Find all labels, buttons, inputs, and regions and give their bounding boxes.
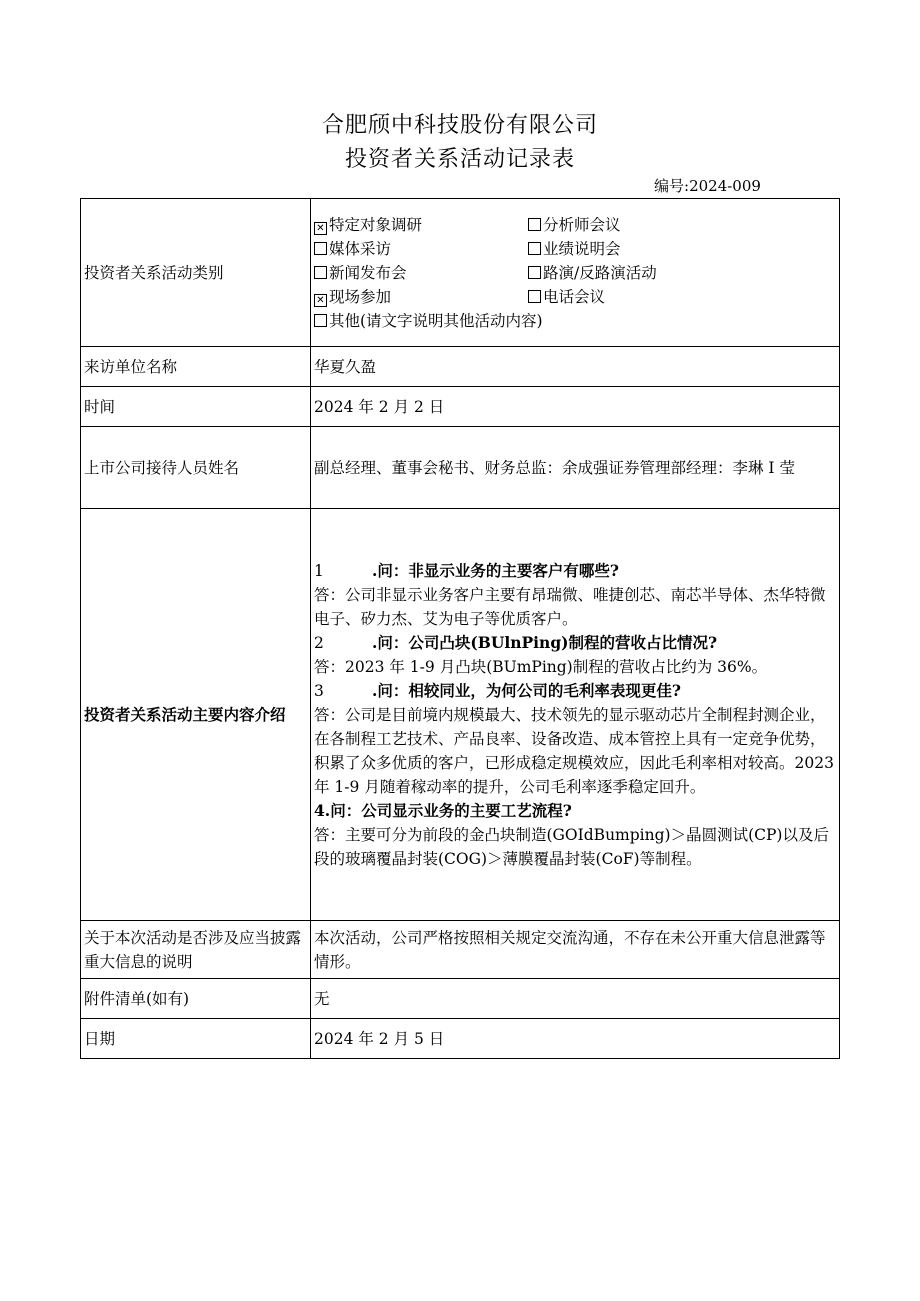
answer-2: 答：2023 年 1-9 月凸块(BUmPing)制程的营收占比约为 36%。 <box>314 657 768 676</box>
row-content <box>81 509 840 921</box>
checkbox-empty-icon[interactable] <box>528 266 541 279</box>
option-analyst-meeting[interactable]: 分析师会议 <box>528 213 836 237</box>
attachments-label: 附件清单(如有) <box>81 979 311 1019</box>
row-visitor <box>81 347 840 387</box>
question-1: 1 .问：非显示业务的主要客户有哪些? <box>314 560 619 580</box>
row-date <box>81 1019 840 1059</box>
time-value: 2024 年 2 月 2 日 <box>311 387 840 427</box>
option-other[interactable]: 其他(请文字说明其他活动内容) <box>314 309 836 333</box>
date-value: 2024 年 2 月 5 日 <box>311 1019 840 1059</box>
checkbox-checked-icon[interactable]: ✕ <box>314 222 327 235</box>
option-roadshow[interactable]: 路演/反路演活动 <box>528 261 836 285</box>
record-number-value: 2024-009 <box>689 177 761 195</box>
row-time <box>81 387 840 427</box>
option-research[interactable]: ✕ 特定对象调研 <box>314 213 528 237</box>
category-options <box>311 199 840 347</box>
row-activity-category <box>81 199 840 347</box>
row-disclosure <box>81 921 840 979</box>
time-label: 时间 <box>81 387 311 427</box>
answer-4: 答：主要可分为前段的金凸块制造(GOIdBumping)＞晶圆测试(CP)以及后段的玻璃覆晶封装(COG)＞薄膜覆晶封装(CoF)等制程。 <box>314 825 829 868</box>
disclosure-label: 关于本次活动是否涉及应当披露重大信息的说明 <box>81 921 311 979</box>
option-media-interview[interactable]: 媒体采访 <box>314 237 528 261</box>
checkbox-checked-icon[interactable]: ✕ <box>314 294 327 307</box>
checkbox-empty-icon[interactable] <box>528 242 541 255</box>
record-number <box>654 176 761 196</box>
company-name: 合肥颀中科技股份有限公司 <box>321 113 598 138</box>
row-reception <box>81 427 840 509</box>
checkbox-empty-icon[interactable] <box>314 266 327 279</box>
option-earnings-call[interactable]: 业绩说明会 <box>528 237 836 261</box>
option-press-conference[interactable]: 新闻发布会 <box>314 261 528 285</box>
disclosure-value: 本次活动，公司严格按照相关规定交流沟通，不存在未公开重大信息泄露等情形。 <box>311 921 840 979</box>
category-label: 投资者关系活动类别 <box>81 199 311 347</box>
row-attachments <box>81 979 840 1019</box>
checkbox-empty-icon[interactable] <box>528 290 541 303</box>
visitor-value: 华夏久盈 <box>311 347 840 387</box>
reception-label: 上市公司接待人员姓名 <box>81 427 311 509</box>
answer-3: 答：公司是目前境内规模最大、技术领先的显示驱动芯片全制程封测企业，在各制程工艺技术、产品良率、设备改造、成本管控上具有一定竞争优势，积累了众多优质的客户，已形成稳定规模效应，因此毛利率相对较高。2023 年 1-9 月随着稼动率的提升，公司毛利率逐季稳定回升。 <box>314 705 834 796</box>
option-conference-call[interactable]: 电话会议 <box>528 285 836 309</box>
checkbox-empty-icon[interactable] <box>314 242 327 255</box>
record-number-label: 编号: <box>654 177 690 195</box>
question-3: 3 .问：相较同业，为何公司的毛利率表现更佳? <box>314 680 681 700</box>
answer-1: 答：公司非显示业务客户主要有昂瑞微、唯捷创芯、南芯半导体、杰华特微电子、矽力杰、艾为电子等优质客户。 <box>314 585 826 628</box>
checkbox-empty-icon[interactable] <box>528 218 541 231</box>
form-title: 投资者关系活动记录表 <box>344 147 575 172</box>
visitor-label: 来访单位名称 <box>81 347 311 387</box>
option-onsite[interactable]: ✕ 现场参加 <box>314 285 528 309</box>
checkbox-empty-icon[interactable] <box>314 314 327 327</box>
record-table <box>80 198 840 1059</box>
question-4: 4.问：公司显示业务的主要工艺流程? <box>314 800 572 820</box>
date-label: 日期 <box>81 1019 311 1059</box>
content-qa <box>311 509 840 921</box>
question-2: 2 .问：公司凸块(BUlnPing)制程的营收占比情况? <box>314 632 718 652</box>
attachments-value: 无 <box>311 979 840 1019</box>
reception-value: 副总经理、董事会秘书、财务总监：余成强证券管理部经理：李琳 I 莹 <box>311 427 840 509</box>
content-label: 投资者关系活动主要内容介绍 <box>81 509 311 921</box>
